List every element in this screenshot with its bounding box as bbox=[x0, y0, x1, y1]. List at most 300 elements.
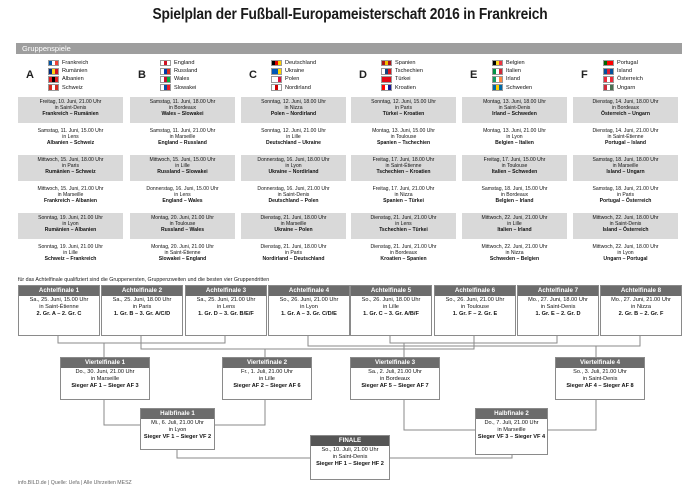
match-title: Achtelfinale 4 bbox=[269, 286, 349, 296]
quarterfinal-match-4 bbox=[555, 357, 645, 400]
group-match bbox=[462, 155, 567, 181]
match-date: Samstag, 11. Juni, 18.00 Uhr bbox=[149, 98, 216, 105]
match-venue: in Bordeaux bbox=[380, 376, 410, 382]
match-venue: in Saint-Étienne bbox=[607, 133, 644, 140]
group-column-b bbox=[130, 57, 235, 273]
match-venue: in Toulouse bbox=[460, 304, 490, 310]
match-title: Achtelfinale 1 bbox=[19, 286, 99, 296]
team-entry bbox=[381, 59, 457, 67]
match-venue: in Marseille bbox=[57, 191, 84, 198]
team-name: Frankreich bbox=[62, 60, 89, 67]
match-date: Montag, 13. Juni, 21.00 Uhr bbox=[483, 127, 546, 134]
team-entry bbox=[381, 75, 457, 83]
match-date: Sonntag, 19. Juni, 21.00 Uhr bbox=[38, 243, 103, 250]
flag-icon bbox=[492, 76, 503, 83]
group-column-e bbox=[462, 57, 567, 273]
group-column-d bbox=[351, 57, 456, 273]
flag-icon bbox=[271, 68, 282, 75]
page-title: Spielplan der Fußball-Europameisterschaft 2016 in Frankreich bbox=[152, 6, 548, 23]
group-team-list bbox=[381, 59, 457, 92]
match-pairing: Sieger AF 4 – Sieger AF 8 bbox=[566, 383, 634, 389]
group-match bbox=[130, 97, 235, 123]
team-entry bbox=[603, 67, 679, 75]
match-venue: in Lille bbox=[259, 376, 275, 382]
team-name: Island bbox=[617, 68, 632, 75]
match-details bbox=[269, 296, 349, 318]
match-venue: in Paris bbox=[62, 162, 79, 169]
match-details bbox=[61, 368, 149, 390]
group-match bbox=[130, 213, 235, 239]
flag-icon bbox=[381, 84, 392, 91]
source-credit: info.BILD.de | Quelle: Uefa | Alle Uhrzeiten MESZ bbox=[18, 480, 132, 486]
flag-icon bbox=[160, 60, 171, 67]
match-teams: Russland – Wales bbox=[160, 227, 205, 234]
team-entry bbox=[160, 75, 236, 83]
match-venue: in Bordeaux bbox=[389, 249, 418, 256]
match-venue: in Marseille bbox=[169, 133, 196, 140]
round-of-16-match-2 bbox=[101, 285, 183, 336]
match-details bbox=[141, 419, 214, 441]
flag-icon bbox=[603, 60, 614, 67]
match-date: Samstag, 18. Juni, 15.00 Uhr bbox=[481, 185, 548, 192]
match-teams: Island – Österreich bbox=[602, 227, 649, 234]
match-date: So., 26. Juni, 21.00 Uhr bbox=[279, 297, 339, 303]
team-name: Tschechien bbox=[395, 68, 423, 75]
team-name: Albanien bbox=[62, 76, 84, 83]
group-match bbox=[18, 242, 123, 268]
match-teams: Nordirland – Deutschland bbox=[262, 256, 325, 263]
group-letter: F bbox=[581, 69, 588, 81]
match-title: Viertelfinale 2 bbox=[223, 358, 311, 368]
match-date: Dienstag, 14. Juni, 18.00 Uhr bbox=[592, 98, 659, 105]
match-pairing: 1. Gr. B – 3. Gr. A/C/D bbox=[113, 311, 171, 317]
flag-icon bbox=[492, 60, 503, 67]
team-name: Türkei bbox=[395, 76, 411, 83]
team-name: Belgien bbox=[506, 60, 525, 67]
match-teams: Wales – Slowakei bbox=[161, 111, 204, 118]
group-column-f bbox=[573, 57, 678, 273]
match-venue: in Toulouse bbox=[169, 220, 196, 227]
match-venue: in Marseille bbox=[497, 427, 526, 433]
group-match bbox=[462, 184, 567, 210]
match-date: Samstag, 11. Juni, 15.00 Uhr bbox=[37, 127, 104, 134]
match-details bbox=[186, 296, 266, 318]
group-letter: E bbox=[470, 69, 478, 81]
match-teams: Spanien – Tschechien bbox=[376, 140, 431, 147]
match-details bbox=[351, 296, 431, 318]
match-venue: in Saint-Denis bbox=[332, 454, 368, 460]
flag-icon bbox=[160, 68, 171, 75]
match-teams: England – Russland bbox=[158, 140, 207, 147]
match-date: Fr., 1. Juli, 21.00 Uhr bbox=[241, 369, 293, 375]
group-match bbox=[462, 213, 567, 239]
flag-icon bbox=[271, 76, 282, 83]
flag-icon bbox=[48, 76, 59, 83]
match-date: Samstag, 18. Juni, 21.00 Uhr bbox=[592, 185, 659, 192]
group-match bbox=[130, 242, 235, 268]
team-name: Wales bbox=[174, 76, 190, 83]
group-match bbox=[351, 184, 456, 210]
match-venue: in Saint-Denis bbox=[609, 220, 642, 227]
match-date: Do., 30. Juni, 21.00 Uhr bbox=[75, 369, 135, 375]
match-venue: in Lens bbox=[174, 191, 191, 198]
team-entry bbox=[48, 59, 124, 67]
round-of-16-match-3 bbox=[185, 285, 267, 336]
match-teams: Frankreich – Rumänien bbox=[42, 111, 99, 118]
match-title: Achtelfinale 7 bbox=[518, 286, 598, 296]
match-date: Dienstag, 21. Juni, 21.00 Uhr bbox=[370, 214, 437, 221]
group-match bbox=[351, 242, 456, 268]
group-match bbox=[573, 242, 678, 268]
match-teams: England – Wales bbox=[162, 198, 203, 205]
match-date: Mittwoch, 22. Juni, 21.00 Uhr bbox=[481, 214, 548, 221]
match-venue: in Paris bbox=[395, 104, 412, 111]
match-title: Achtelfinale 6 bbox=[435, 286, 515, 296]
match-teams: Türkei – Kroatien bbox=[382, 111, 425, 118]
flag-icon bbox=[492, 68, 503, 75]
match-venue: in Nizza bbox=[631, 304, 651, 310]
team-name: Deutschland bbox=[285, 60, 317, 67]
match-date: Montag, 20. Juni, 21.00 Uhr bbox=[151, 243, 214, 250]
match-teams: Irland – Schweden bbox=[492, 111, 537, 118]
match-teams: Tschechien – Türkei bbox=[379, 227, 428, 234]
match-details bbox=[351, 368, 439, 390]
match-teams: Deutschland – Polen bbox=[268, 198, 319, 205]
match-venue: in Lyon bbox=[62, 220, 79, 227]
match-teams: Spanien – Türkei bbox=[383, 198, 424, 205]
team-name: Irland bbox=[506, 76, 520, 83]
team-entry bbox=[492, 75, 568, 83]
team-entry bbox=[492, 84, 568, 92]
match-details bbox=[223, 368, 311, 390]
team-name: Russland bbox=[174, 68, 198, 75]
group-team-list bbox=[603, 59, 679, 92]
group-column-c bbox=[241, 57, 346, 273]
group-match bbox=[241, 242, 346, 268]
team-entry bbox=[271, 59, 347, 67]
match-pairing: 1. Gr. C – 3. Gr. A/B/F bbox=[363, 311, 419, 317]
match-teams: Deutschland – Ukraine bbox=[266, 140, 321, 147]
match-teams: Schweden – Belgien bbox=[489, 256, 540, 263]
match-date: Sa., 25. Juni, 21.00 Uhr bbox=[196, 297, 256, 303]
team-entry bbox=[271, 67, 347, 75]
match-date: Mi., 6. Juli, 21.00 Uhr bbox=[151, 420, 204, 426]
match-date: Mittwoch, 22. Juni, 18.00 Uhr bbox=[592, 243, 659, 250]
team-name: Italien bbox=[506, 68, 521, 75]
bracket-line-hf2-final bbox=[390, 455, 512, 458]
match-pairing: 1. Gr. A – 3. Gr. C/D/E bbox=[281, 311, 337, 317]
qualification-footnote: für das Achtelfinale qualifiziert sind die Gruppenersten, Gruppenzweiten und die besten vier Gruppendritten bbox=[18, 277, 270, 283]
group-match bbox=[351, 155, 456, 181]
group-letter: B bbox=[138, 69, 146, 81]
match-teams: Österreich – Ungarn bbox=[601, 111, 650, 118]
team-entry bbox=[48, 75, 124, 83]
match-venue: in Saint-Étienne bbox=[164, 249, 201, 256]
match-venue: in Marseille bbox=[280, 220, 307, 227]
match-teams: Ungarn – Portugal bbox=[603, 256, 648, 263]
bracket-line-hf1-final bbox=[177, 450, 310, 458]
match-date: Mittwoch, 15. Juni, 15.00 Uhr bbox=[149, 156, 216, 163]
match-teams: Russland – Slowakei bbox=[157, 169, 208, 176]
group-match bbox=[241, 126, 346, 152]
match-title: Viertelfinale 4 bbox=[556, 358, 644, 368]
match-date: Dienstag, 21. Juni, 21.00 Uhr bbox=[370, 243, 437, 250]
group-match bbox=[462, 126, 567, 152]
team-entry bbox=[271, 75, 347, 83]
team-name: Kroatien bbox=[395, 84, 416, 91]
match-teams: Rumänien – Albanien bbox=[44, 227, 97, 234]
match-date: Mittwoch, 15. Juni, 21.00 Uhr bbox=[37, 185, 104, 192]
team-entry bbox=[381, 84, 457, 92]
group-team-list bbox=[48, 59, 124, 92]
flag-icon bbox=[160, 76, 171, 83]
team-name: Ukraine bbox=[285, 68, 305, 75]
match-venue: in Lille bbox=[507, 220, 522, 227]
team-name: Spanien bbox=[395, 60, 416, 67]
match-date: Dienstag, 21. Juni, 18.00 Uhr bbox=[260, 214, 327, 221]
match-date: Sa., 25. Juni, 18.00 Uhr bbox=[112, 297, 172, 303]
match-venue: in Paris bbox=[132, 304, 152, 310]
match-date: Sonntag, 12. Juni, 15.00 Uhr bbox=[371, 98, 436, 105]
match-pairing: 2. Gr. B – 2. Gr. F bbox=[618, 311, 664, 317]
flag-icon bbox=[603, 76, 614, 83]
group-letter: A bbox=[26, 69, 34, 81]
match-date: Sa., 2. Juli, 21.00 Uhr bbox=[368, 369, 422, 375]
match-details bbox=[518, 296, 598, 318]
match-venue: in Saint-Denis bbox=[498, 104, 531, 111]
match-details bbox=[556, 368, 644, 390]
team-entry bbox=[603, 59, 679, 67]
match-venue: in Lyon bbox=[285, 162, 302, 169]
match-date: Montag, 20. Juni, 21.00 Uhr bbox=[151, 214, 214, 221]
group-match bbox=[18, 155, 123, 181]
match-venue: in Bordeaux bbox=[500, 191, 529, 198]
match-details bbox=[435, 296, 515, 318]
round-of-16-match-4 bbox=[268, 285, 350, 336]
match-date: So., 26. Juni, 21.00 Uhr bbox=[445, 297, 505, 303]
match-pairing: Sieger AF 1 – Sieger AF 3 bbox=[71, 383, 139, 389]
bracket-line-vf3-hf2 bbox=[404, 400, 475, 430]
match-venue: in Marseille bbox=[612, 162, 639, 169]
match-title: FINALE bbox=[311, 436, 389, 446]
group-match bbox=[351, 97, 456, 123]
group-match bbox=[351, 126, 456, 152]
team-entry bbox=[492, 67, 568, 75]
group-match bbox=[573, 97, 678, 123]
match-venue: in Saint-Étienne bbox=[39, 304, 79, 310]
match-date: Samstag, 18. Juni, 18.00 Uhr bbox=[592, 156, 659, 163]
match-date: Montag, 13. Juni, 18.00 Uhr bbox=[483, 98, 546, 105]
match-teams: Slowakei – England bbox=[158, 256, 207, 263]
match-teams: Albanien – Schweiz bbox=[46, 140, 95, 147]
team-entry bbox=[48, 84, 124, 92]
group-team-list bbox=[492, 59, 568, 92]
group-match bbox=[18, 213, 123, 239]
match-pairing: 1. Gr. D – 3. Gr. B/E/F bbox=[198, 311, 254, 317]
match-teams: Polen – Nordirland bbox=[270, 111, 317, 118]
match-venue: in Saint-Denis bbox=[54, 104, 87, 111]
group-match bbox=[18, 126, 123, 152]
match-venue: in Lille bbox=[175, 162, 190, 169]
bracket-line-vf1-vf2 bbox=[104, 400, 140, 425]
team-name: Schweden bbox=[506, 84, 533, 91]
match-title: Viertelfinale 3 bbox=[351, 358, 439, 368]
flag-icon bbox=[48, 60, 59, 67]
section-header-group-stage: Gruppenspiele bbox=[16, 43, 682, 54]
semifinal-match-1 bbox=[140, 408, 215, 450]
group-match bbox=[573, 126, 678, 152]
match-pairing: 1. Gr. E – 2. Gr. D bbox=[535, 311, 581, 317]
team-name: England bbox=[174, 60, 195, 67]
match-details bbox=[19, 296, 99, 318]
group-match bbox=[241, 213, 346, 239]
match-teams: Ukraine – Nordirland bbox=[268, 169, 319, 176]
match-venue: in Saint-Étienne bbox=[385, 162, 422, 169]
group-match bbox=[241, 155, 346, 181]
match-date: Sonntag, 12. Juni, 18.00 Uhr bbox=[261, 98, 326, 105]
team-name: Rumänien bbox=[62, 68, 88, 75]
team-name: Österreich bbox=[617, 76, 643, 83]
match-teams: Portugal – Island bbox=[604, 140, 647, 147]
match-pairing: 1. Gr. F – 2. Gr. E bbox=[452, 311, 498, 317]
group-match bbox=[130, 155, 235, 181]
semifinal-match-2 bbox=[475, 408, 548, 455]
match-teams: Belgien – Irland bbox=[495, 198, 534, 205]
match-pairing: Sieger AF 2 – Sieger AF 6 bbox=[233, 383, 301, 389]
match-date: Dienstag, 14. Juni, 21.00 Uhr bbox=[592, 127, 659, 134]
match-teams: Belgien – Italien bbox=[495, 140, 534, 147]
match-date: Sa., 25. Juni, 15.00 Uhr bbox=[29, 297, 89, 303]
match-venue: in Paris bbox=[285, 249, 302, 256]
quarterfinal-match-2 bbox=[222, 357, 312, 400]
flag-icon bbox=[160, 84, 171, 91]
match-title: Achtelfinale 2 bbox=[102, 286, 182, 296]
match-venue: in Saint-Denis bbox=[582, 376, 618, 382]
team-entry bbox=[603, 75, 679, 83]
team-name: Slowakei bbox=[174, 84, 197, 91]
match-date: Montag, 13. Juni, 15.00 Uhr bbox=[372, 127, 435, 134]
match-date: So., 26. Juni, 18.00 Uhr bbox=[361, 297, 421, 303]
flag-icon bbox=[48, 68, 59, 75]
match-venue: in Nizza bbox=[394, 191, 413, 198]
match-teams: Italien – Irland bbox=[497, 227, 532, 234]
group-column-a bbox=[18, 57, 123, 273]
round-of-16-match-5 bbox=[350, 285, 432, 336]
match-teams: Italien – Schweden bbox=[491, 169, 538, 176]
match-date: Freitag, 17. Juni, 18.00 Uhr bbox=[372, 156, 435, 163]
team-name: Portugal bbox=[617, 60, 638, 67]
match-pairing: Sieger AF 5 – Sieger AF 7 bbox=[361, 383, 429, 389]
group-match bbox=[241, 184, 346, 210]
bracket-line-vf4-hf2 bbox=[548, 400, 596, 430]
match-venue: in Lyon bbox=[506, 133, 523, 140]
match-date: Donnerstag, 16. Juni, 21.00 Uhr bbox=[257, 185, 330, 192]
match-teams: Rumänien – Schweiz bbox=[45, 169, 96, 176]
team-entry bbox=[160, 67, 236, 75]
bracket-line-af5-af7 bbox=[390, 336, 557, 343]
group-match bbox=[130, 126, 235, 152]
match-date: Freitag, 10. Juni, 21.00 Uhr bbox=[39, 98, 102, 105]
match-venue: in Nizza bbox=[284, 104, 303, 111]
match-venue: in Saint-Denis bbox=[277, 191, 310, 198]
match-details bbox=[311, 446, 389, 468]
group-match bbox=[462, 242, 567, 268]
match-date: Mo., 27. Juni, 21.00 Uhr bbox=[611, 297, 671, 303]
match-venue: in Lille bbox=[286, 133, 301, 140]
group-match bbox=[573, 213, 678, 239]
match-venue: in Lyon bbox=[617, 249, 634, 256]
round-of-16-match-6 bbox=[434, 285, 516, 336]
match-venue: in Toulouse bbox=[501, 162, 528, 169]
group-match bbox=[18, 184, 123, 210]
match-details bbox=[476, 419, 547, 441]
match-venue: in Saint-Denis bbox=[540, 304, 576, 310]
team-entry bbox=[603, 84, 679, 92]
match-details bbox=[102, 296, 182, 318]
match-date: Freitag, 17. Juni, 21.00 Uhr bbox=[372, 185, 435, 192]
match-details bbox=[601, 296, 681, 318]
match-teams: Frankreich – Albanien bbox=[43, 198, 98, 205]
match-date: Sonntag, 19. Juni, 21.00 Uhr bbox=[38, 214, 103, 221]
bracket-line-vf2-hf1 bbox=[215, 400, 265, 425]
flag-icon bbox=[381, 60, 392, 67]
match-venue: in Toulouse bbox=[390, 133, 417, 140]
match-venue: in Paris bbox=[617, 191, 634, 198]
round-of-16-match-8 bbox=[600, 285, 682, 336]
match-teams: Tschechien – Kroatien bbox=[376, 169, 431, 176]
match-teams: Ukraine – Polen bbox=[274, 227, 313, 234]
match-teams: Schweiz – Frankreich bbox=[44, 256, 97, 263]
match-date: So., 3. Juli, 21.00 Uhr bbox=[573, 369, 627, 375]
match-venue: in Lyon bbox=[300, 304, 318, 310]
team-entry bbox=[271, 84, 347, 92]
team-entry bbox=[48, 67, 124, 75]
match-venue: in Lens bbox=[62, 133, 79, 140]
group-match bbox=[18, 97, 123, 123]
group-match bbox=[573, 184, 678, 210]
match-pairing: Sieger VF 1 – Sieger VF 2 bbox=[143, 434, 212, 440]
match-date: Mittwoch, 22. Juni, 18.00 Uhr bbox=[592, 214, 659, 221]
match-date: Mo., 27. Juni, 18.00 Uhr bbox=[528, 297, 588, 303]
team-entry bbox=[381, 67, 457, 75]
flag-icon bbox=[48, 84, 59, 91]
group-team-list bbox=[271, 59, 347, 92]
bracket-line-af4-af8 bbox=[308, 336, 640, 346]
match-venue: in Lens bbox=[216, 304, 236, 310]
match-date: Donnerstag, 16. Juni, 18.00 Uhr bbox=[257, 156, 330, 163]
match-date: Do., 7. Juli, 21.00 Uhr bbox=[484, 420, 539, 426]
team-entry bbox=[160, 59, 236, 67]
match-pairing: 2. Gr. A – 2. Gr. C bbox=[36, 311, 82, 317]
group-letter: D bbox=[359, 69, 367, 81]
match-date: Donnerstag, 16. Juni, 15.00 Uhr bbox=[146, 185, 219, 192]
flag-icon bbox=[603, 84, 614, 91]
match-date: Mittwoch, 15. Juni, 18.00 Uhr bbox=[37, 156, 104, 163]
match-teams: Portugal – Österreich bbox=[599, 198, 652, 205]
match-pairing: Sieger HF 1 – Sieger HF 2 bbox=[316, 461, 384, 467]
group-letter: C bbox=[249, 69, 257, 81]
team-entry bbox=[160, 84, 236, 92]
match-teams: Island – Ungarn bbox=[606, 169, 645, 176]
match-venue: in Bordeaux bbox=[611, 104, 640, 111]
match-venue: in Lyon bbox=[168, 427, 187, 433]
match-venue: in Marseille bbox=[90, 376, 120, 382]
match-date: So., 10. Juli, 21.00 Uhr bbox=[321, 447, 379, 453]
round-of-16-match-7 bbox=[517, 285, 599, 336]
flag-icon bbox=[381, 76, 392, 83]
match-venue: in Nizza bbox=[505, 249, 524, 256]
match-title: Halbfinale 2 bbox=[476, 409, 547, 419]
